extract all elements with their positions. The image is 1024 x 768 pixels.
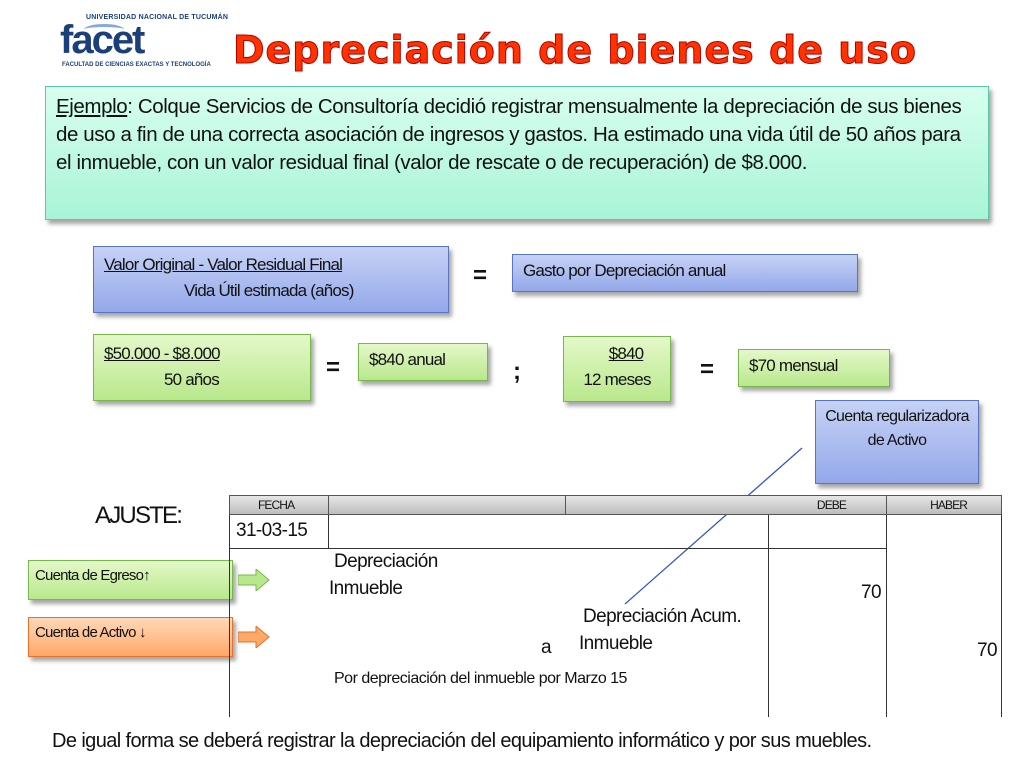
credit-account-line1: Depreciación Acum. — [583, 606, 742, 627]
table-line-credit — [886, 515, 887, 717]
debit-account-line2: Inmueble — [329, 578, 403, 599]
credit-account-line2: Inmueble — [579, 633, 653, 654]
calc-numerator: $50.000 - $8.000 — [104, 344, 220, 363]
asset-account-label: Cuenta de Activo ↓ — [28, 617, 233, 657]
calc-denominator: 50 años — [164, 370, 219, 389]
debit-account-line1: Depreciación — [334, 551, 438, 572]
example-text: : Colque Servicios de Consultoría decidió registrar mensualmente la depreciación de sus bienes de uso a fin de una correcta asociación de ingresos y gastos. Ha estimado una vida útil de 50 años para el inmueble, con un valor residual final (valor de rescate o de recuperación) de $8.000. — [56, 95, 962, 174]
calc-equals-1: = — [326, 354, 341, 381]
formula-numerator: Valor Original - Valor Residual Final — [104, 255, 343, 274]
annual-box: $840 anual — [358, 343, 488, 381]
formula-equals: = — [473, 262, 488, 289]
calc-separator: ; — [513, 358, 521, 385]
contra-account-note: Cuenta regularizadora de Activo — [815, 400, 979, 484]
expense-account-label: Cuenta de Egreso↑ — [28, 560, 233, 600]
formula-denominator: Vida Útil estimada (años) — [184, 281, 354, 300]
header-date: FECHA — [229, 495, 329, 515]
table-line-right — [1001, 515, 1002, 717]
example-label: Ejemplo — [56, 95, 128, 118]
journal-date: 31-03-15 — [236, 520, 308, 541]
table-line-left — [229, 515, 230, 717]
footer-note: De igual forma se deberá registrar la depreciación del equipamiento informático y por sus muebles. — [52, 730, 872, 752]
ajuste-label: AJUSTE: — [95, 502, 182, 529]
journal-description: Por depreciación del inmueble por Marzo 15 — [334, 670, 627, 687]
header-credit: HABER — [886, 495, 1002, 515]
expense-arrow-icon — [238, 569, 270, 591]
monthly-box: $70 mensual — [738, 349, 890, 387]
debit-amount: 70 — [861, 582, 881, 603]
table-line-debit — [768, 515, 769, 717]
gasto-depreciacion-box: Gasto por Depreciación anual — [512, 254, 858, 292]
asset-arrow-icon — [238, 626, 270, 648]
header-debit: DEBE — [565, 495, 887, 515]
monthly-denominator: 12 meses — [583, 370, 651, 389]
header-account-1 — [328, 495, 566, 515]
page-title: Depreciación de bienes de uso — [232, 28, 918, 72]
monthly-numerator: $840 — [608, 344, 644, 363]
table-line-date — [328, 515, 329, 549]
logo-university: UNIVERSIDAD NACIONAL DE TUCUMÁN — [86, 14, 229, 21]
calc-equals-2: = — [700, 356, 715, 383]
table-line-row — [229, 548, 887, 549]
logo-name: facet — [60, 18, 144, 62]
credit-amount: 70 — [977, 640, 997, 661]
credit-prefix: a — [541, 637, 551, 658]
logo-faculty: FACULTAD DE CIENCIAS EXACTAS Y TECNOLOGÍA — [62, 62, 211, 68]
